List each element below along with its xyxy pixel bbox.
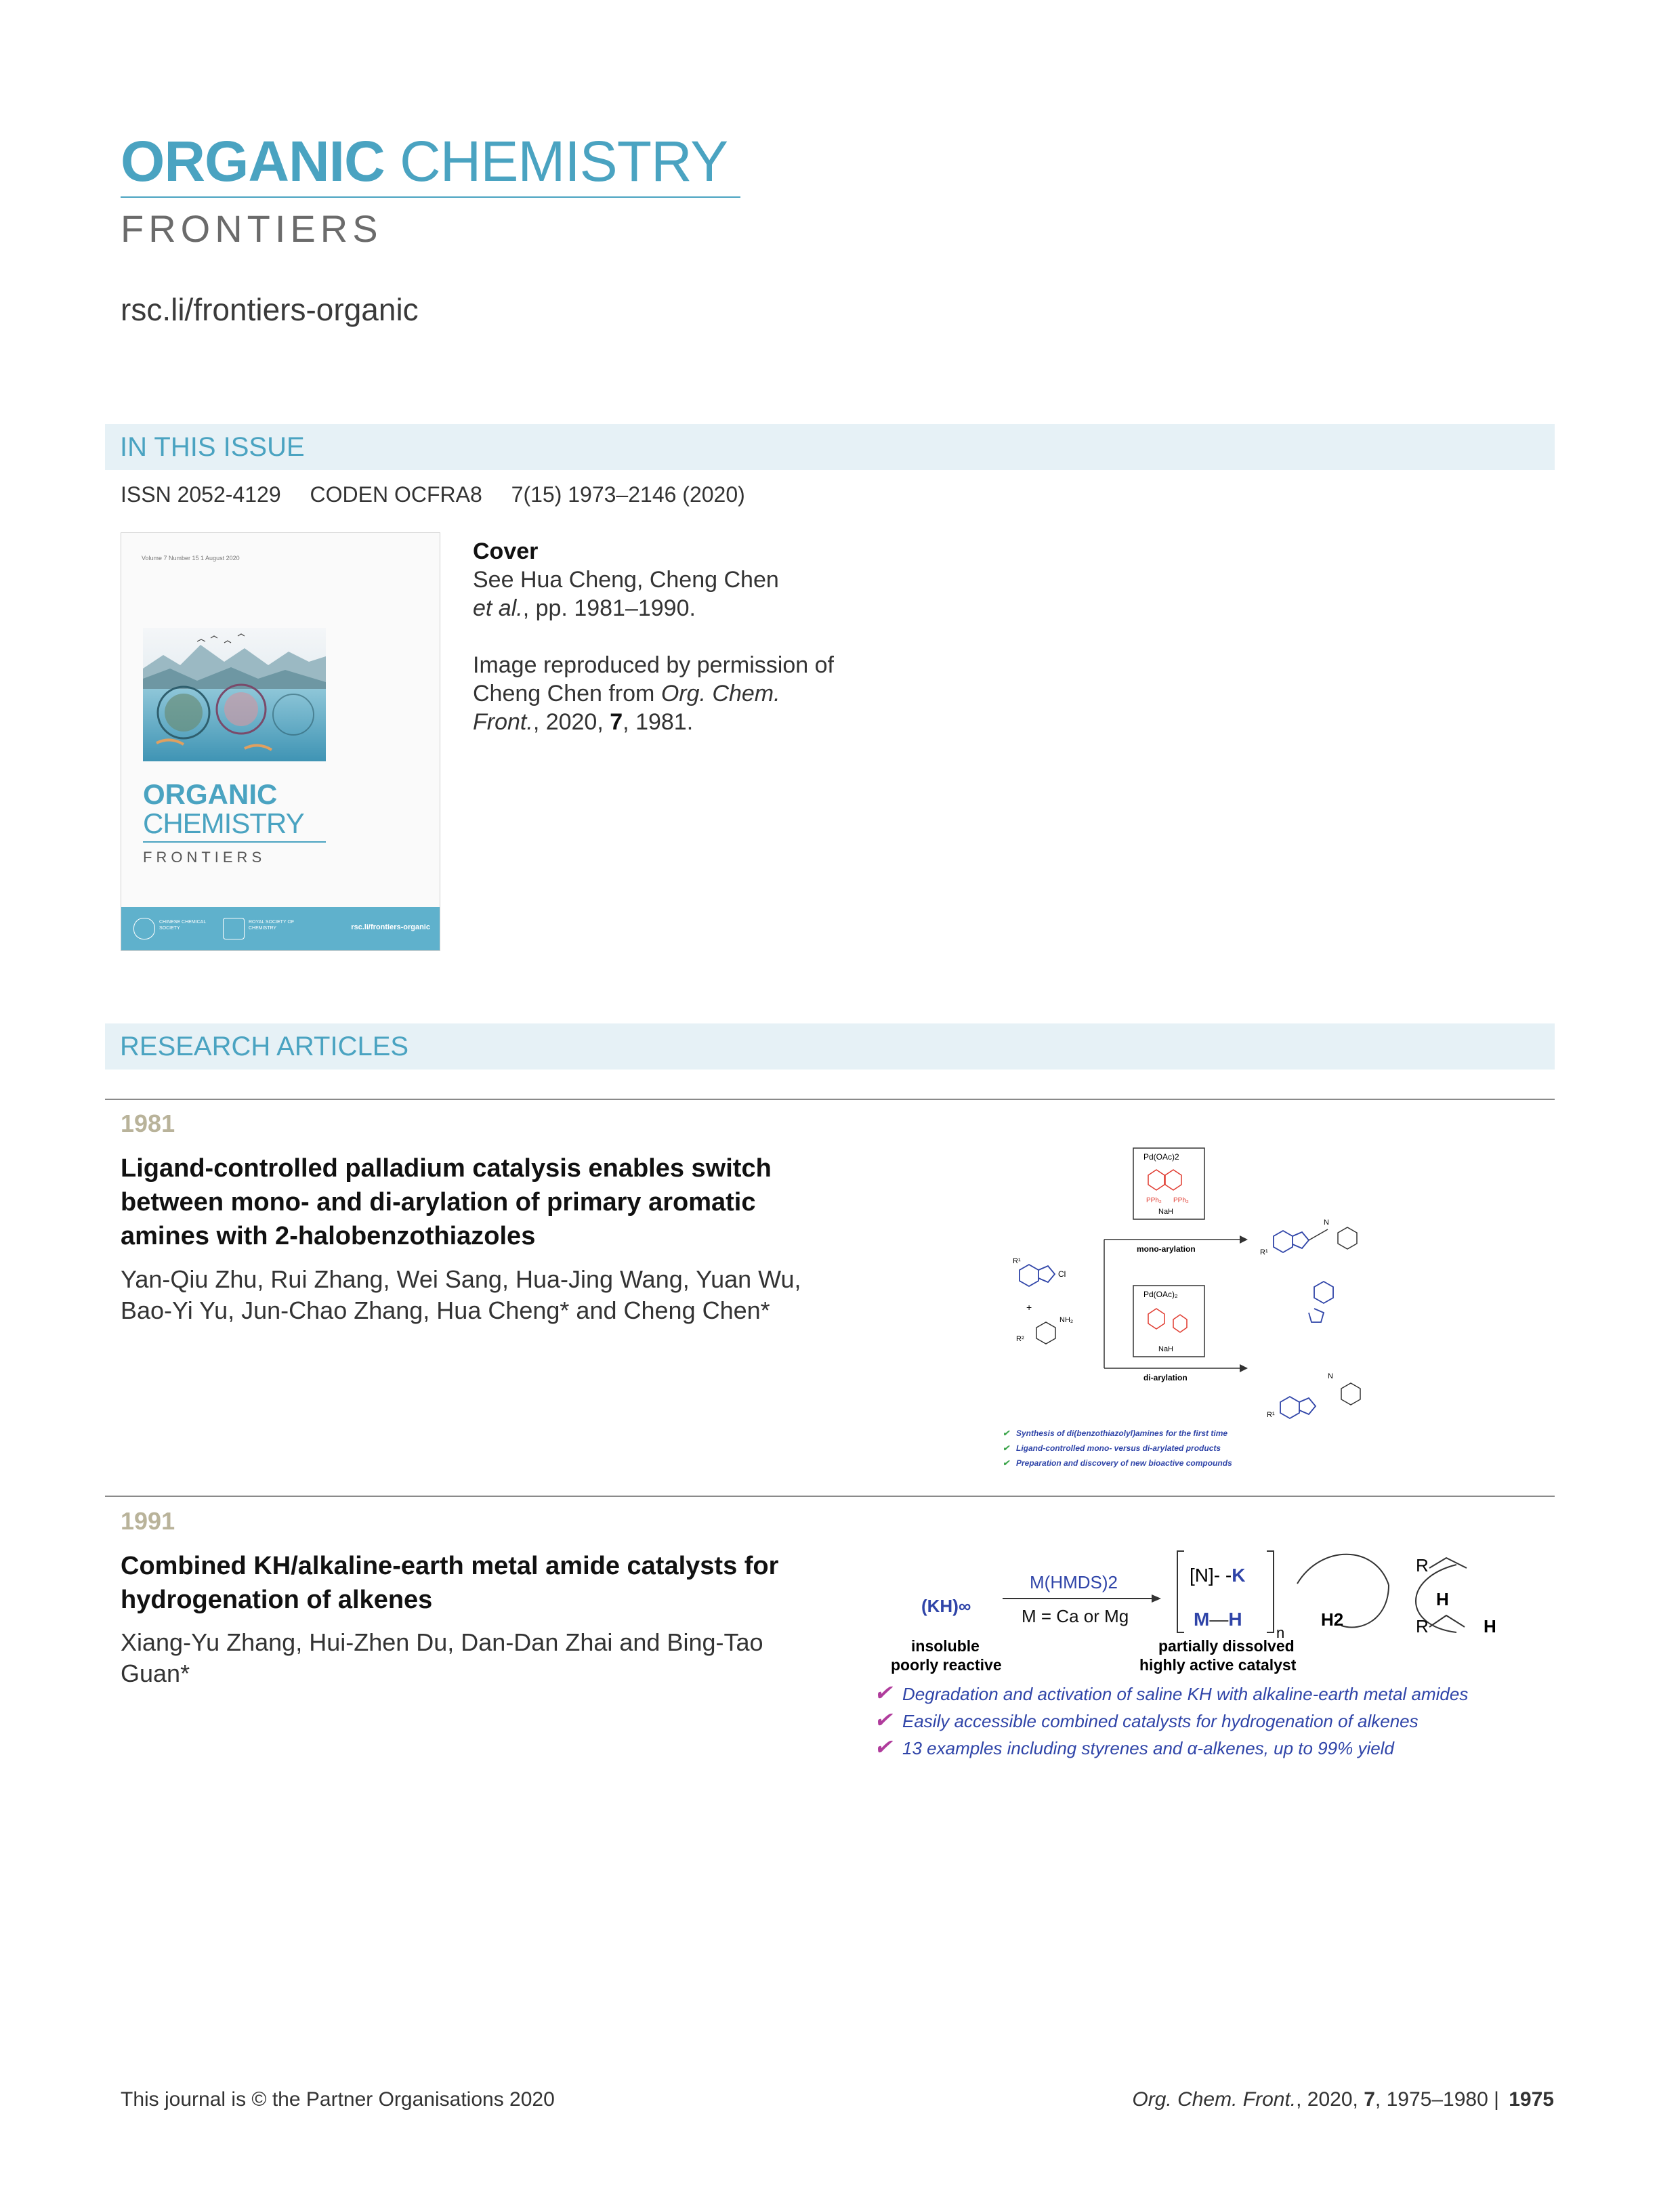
svg-text:[N]- -K: [N]- -K <box>1190 1565 1246 1586</box>
journal-subtitle: FRONTIERS <box>121 207 383 250</box>
cover-repro-year: , 2020, <box>532 709 604 735</box>
cover-repro-text: Image reproduced by permission of Cheng Chen from <box>473 652 834 706</box>
svg-text:Pd(OAc)₂: Pd(OAc)₂ <box>1143 1290 1178 1299</box>
svg-text:n: n <box>1276 1624 1285 1641</box>
masthead-rule <box>121 196 740 198</box>
article-1-toc-graphic <box>989 1138 1463 1470</box>
journal-url-link[interactable]: rsc.li/frontiers-organic <box>121 292 419 327</box>
cover-title-frontiers: FRONTIERS <box>143 849 266 866</box>
svg-text:NH₂: NH₂ <box>1059 1316 1074 1324</box>
article-1-base-2: NaH <box>1158 1345 1174 1353</box>
svg-text:Cl: Cl <box>1058 1269 1066 1279</box>
svg-text:R²: R² <box>1016 1335 1024 1343</box>
footer-pages: , 1975–1980 <box>1374 2088 1488 2111</box>
journal-title-chemistry: CHEMISTRY <box>400 129 728 193</box>
research-articles-band <box>105 1023 1555 1070</box>
article-2-kh: (KH)∞ <box>921 1596 971 1616</box>
svg-text:N: N <box>1328 1372 1333 1380</box>
svg-text:✔: ✔ <box>1003 1458 1010 1468</box>
cover-volume-line: Volume 7 Number 15 1 August 2020 <box>142 555 240 562</box>
cover-repro-journal: Org. Chem. Front. <box>473 681 780 735</box>
article-1-mono-label: mono-arylation <box>1137 1244 1196 1254</box>
article-1-base-1: NaH <box>1158 1208 1174 1216</box>
cover-title-chemistry: CHEMISTRY <box>143 807 304 839</box>
cover-caption <box>473 537 852 736</box>
cover-title-organic: ORGANIC <box>143 778 278 810</box>
article-2-bullet-1: Degradation and activation of saline KH with alkaline-earth metal amides <box>902 1684 1469 1704</box>
cover-repro-page: , 1981. <box>623 709 694 735</box>
footer-journal: Org. Chem. Front. <box>1132 2088 1297 2111</box>
article-2-bullet-2: Easily accessible combined catalysts for hydrogenation of alkenes <box>902 1711 1419 1731</box>
cover-see-authors: See Hua Cheng, Cheng Chen <box>473 567 779 593</box>
cover-pages: , pp. 1981–1990. <box>522 595 696 621</box>
footer-copyright: This journal is © the Partner Organisations 2020 <box>121 2088 555 2111</box>
svg-text:✔: ✔ <box>1003 1443 1010 1453</box>
journal-title <box>121 129 728 194</box>
article-2-mid-label-2: highly active catalyst <box>1139 1656 1297 1674</box>
article-2-reagent: M(HMDS)2 <box>1030 1572 1118 1592</box>
article-2-title[interactable]: Combined KH/alkaline-earth metal amide catalysts for hydrogenation of alkenes <box>121 1552 779 1614</box>
rsc-name: ROYAL SOCIETY OF CHEMISTRY <box>249 920 295 931</box>
article-divider <box>105 1099 1555 1100</box>
svg-text:R¹: R¹ <box>1013 1257 1021 1265</box>
article-2-h2: H2 <box>1321 1609 1344 1630</box>
svg-text:✔: ✔ <box>874 1680 892 1705</box>
article-divider <box>105 1496 1555 1497</box>
coden: CODEN OCFRA8 <box>310 482 482 507</box>
cover-repro-volume: 7 <box>610 709 623 735</box>
article-2-toc-graphic <box>874 1538 1545 1768</box>
research-articles-heading: RESEARCH ARTICLES <box>120 1032 409 1061</box>
article-1-bullet-2: Ligand-controlled mono- versus di-arylated products <box>1016 1443 1221 1453</box>
svg-text:M—H: M—H <box>1194 1609 1242 1630</box>
cover-heading: Cover <box>473 538 539 564</box>
footer-page-number: 1975 <box>1509 2088 1554 2111</box>
article-2-left-label-1: insoluble <box>911 1637 980 1655</box>
journal-title-organic: ORGANIC <box>121 129 385 193</box>
svg-text:H: H <box>1436 1589 1449 1609</box>
article-1-bullet-3: Preparation and discovery of new bioactive compounds <box>1016 1458 1232 1468</box>
cover-footer-bar <box>121 907 440 950</box>
issn: ISSN 2052-4129 <box>121 482 281 507</box>
cover-thumbnail[interactable] <box>121 532 440 951</box>
article-2-authors: Xiang-Yu Zhang, Hui-Zhen Du, Dan-Dan Zhai and Bing-Tao Guan* <box>121 1628 763 1687</box>
article-2-left-label-2: poorly reactive <box>891 1656 1002 1674</box>
in-this-issue-band <box>105 424 1555 470</box>
ccs-name: CHINESE CHEMICAL SOCIETY <box>159 920 206 931</box>
article-2-page[interactable]: 1991 <box>121 1507 175 1535</box>
article-1-page[interactable]: 1981 <box>121 1109 175 1137</box>
svg-text:✔: ✔ <box>874 1735 892 1759</box>
footer-citation <box>1132 2088 1554 2111</box>
cover-et-al: et al. <box>473 595 523 621</box>
rsc-logo-icon <box>223 918 245 939</box>
svg-text:R: R <box>1416 1616 1429 1636</box>
footer-year: , 2020, <box>1296 2088 1358 2111</box>
article-1-di-label: di-arylation <box>1143 1373 1188 1382</box>
cover-url: rsc.li/frontiers-organic <box>351 923 430 931</box>
svg-text:H: H <box>1484 1616 1496 1636</box>
svg-text:N: N <box>1324 1219 1329 1227</box>
footer-separator: | <box>1494 2088 1499 2111</box>
ccs-logo-icon <box>133 918 155 939</box>
cover-artwork-image <box>143 628 326 761</box>
svg-text:✔: ✔ <box>874 1708 892 1732</box>
article-1-title[interactable]: Ligand-controlled palladium catalysis enables switch between mono- and di-arylation of primary aromatic amines with 2-halobenzothiazoles <box>121 1154 772 1250</box>
svg-text:PPh₂: PPh₂ <box>1146 1197 1162 1204</box>
svg-text:R: R <box>1416 1555 1429 1575</box>
article-2-mid-label-1: partially dissolved <box>1158 1637 1295 1655</box>
cover-title-rule <box>143 841 326 843</box>
issue-info <box>121 482 768 507</box>
svg-text:+: + <box>1026 1302 1032 1313</box>
article-1-authors: Yan-Qiu Zhu, Rui Zhang, Wei Sang, Hua-Jing Wang, Yuan Wu, Bao-Yi Yu, Jun-Chao Zhang, Hua Cheng* and Cheng Chen* <box>121 1265 801 1324</box>
in-this-issue-heading: IN THIS ISSUE <box>120 432 305 462</box>
svg-text:R¹: R¹ <box>1260 1248 1268 1256</box>
svg-text:R¹: R¹ <box>1267 1411 1275 1419</box>
article-2-metal: M = Ca or Mg <box>1022 1606 1129 1626</box>
footer-volume: 7 <box>1364 2088 1375 2111</box>
volume-info: 7(15) 1973–2146 (2020) <box>511 482 745 507</box>
svg-text:✔: ✔ <box>1003 1429 1010 1438</box>
article-1-catalyst-label: Pd(OAc)2 <box>1143 1152 1179 1162</box>
article-1-bullet-1: Synthesis of di(benzothiazolyl)amines for the first time <box>1016 1429 1228 1438</box>
svg-text:PPh₂: PPh₂ <box>1173 1197 1189 1204</box>
article-2-bullet-3: 13 examples including styrenes and α-alkenes, up to 99% yield <box>902 1738 1394 1758</box>
